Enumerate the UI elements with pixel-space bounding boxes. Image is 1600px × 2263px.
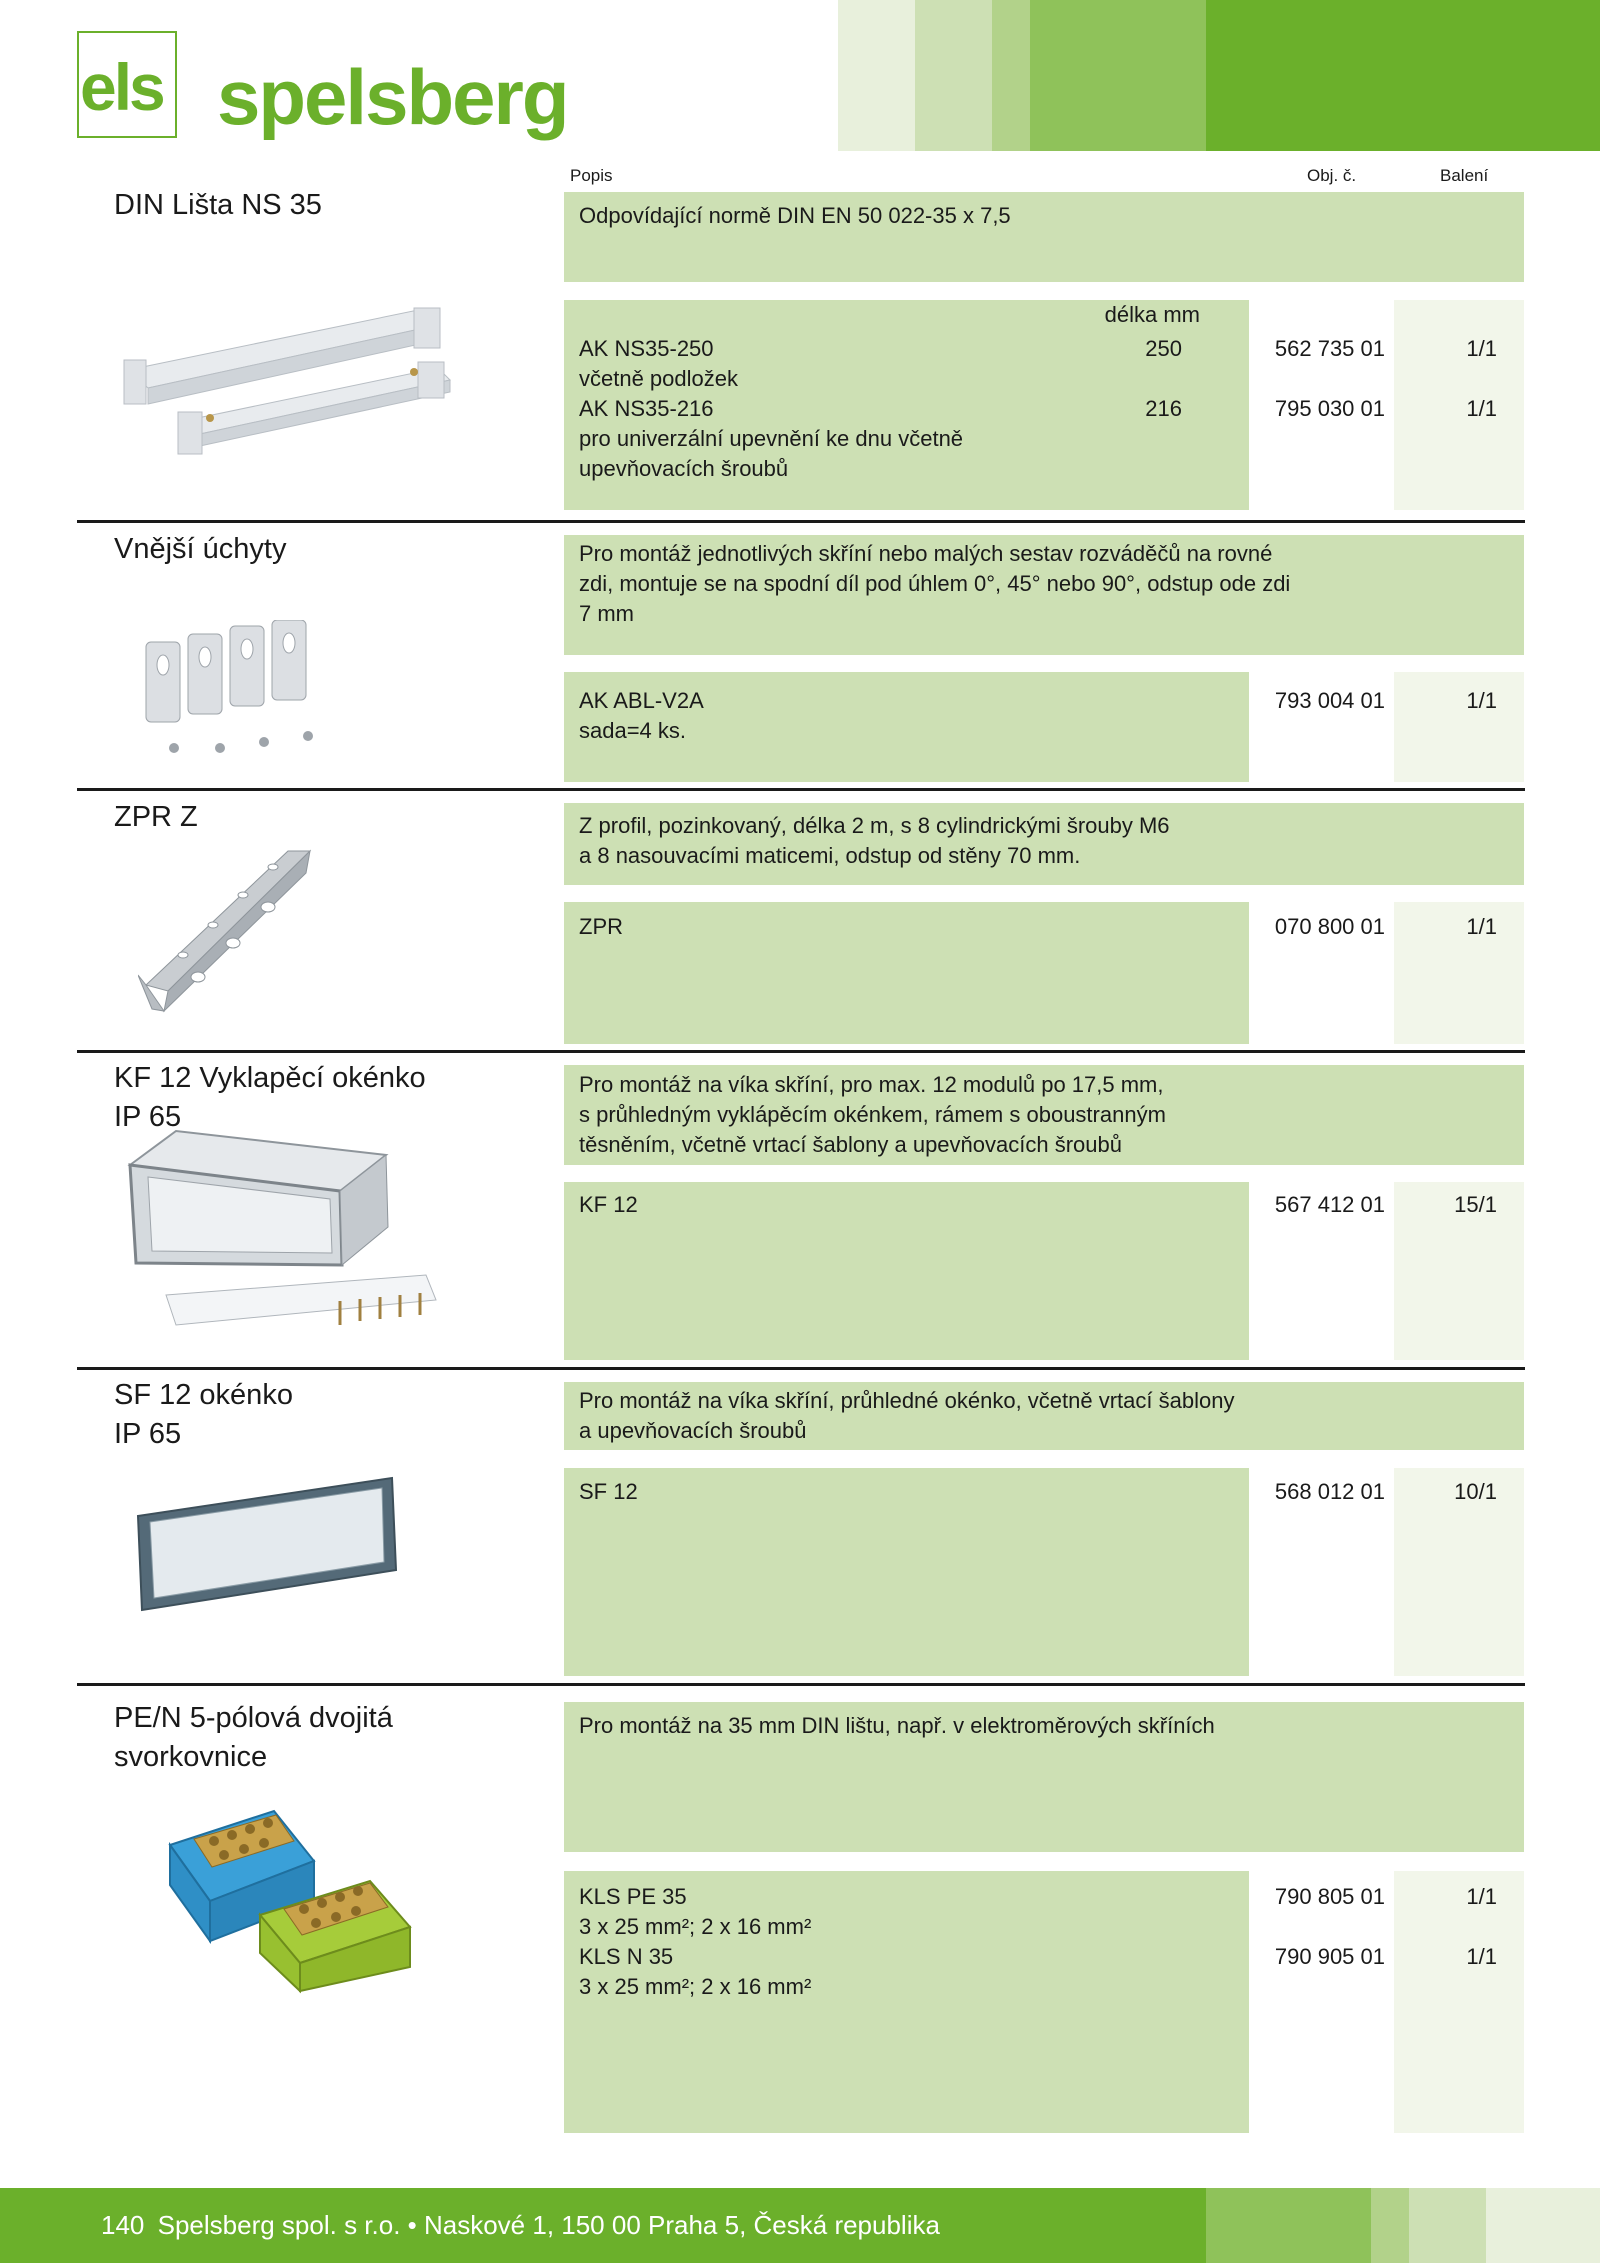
footer-stripe — [1371, 2188, 1409, 2263]
description-line: Pro montáž na 35 mm DIN lištu, např. v elektroměrových skříních — [579, 1713, 1215, 1738]
item-baleni: 10/1 — [1454, 1479, 1497, 1504]
section-separator — [77, 520, 1525, 523]
section-separator — [77, 1367, 1525, 1370]
section-title-ip: IP 65 — [114, 1418, 182, 1450]
header-stripe-1 — [838, 0, 915, 151]
item-obj-number: 793 004 01 — [1274, 688, 1385, 713]
item-name: AK NS35-250 — [579, 336, 714, 361]
footer-stripe — [1206, 2188, 1371, 2263]
description-line: s průhledným vyklápěcím okénkem, rámem s oboustranným — [579, 1102, 1166, 1127]
footer-text — [101, 2210, 940, 2241]
din-rail-image — [118, 300, 458, 460]
header-stripe-3 — [992, 0, 1030, 151]
description-text: Odpovídající normě DIN EN 50 022-35 x 7,5 — [579, 203, 1011, 228]
wall-brackets-image — [138, 620, 328, 760]
section-title-zpr-z: ZPR Z — [114, 801, 198, 833]
item-note: 3 x 25 mm²; 2 x 16 mm² — [579, 1914, 812, 1939]
header-stripe-2 — [915, 0, 992, 151]
footer-stripe — [1486, 2188, 1600, 2263]
section-title-vnejsi-uchyty: Vnější úchyty — [114, 533, 287, 565]
item-baleni: 1/1 — [1466, 1944, 1497, 1969]
item-name: AK ABL-V2A — [579, 688, 704, 713]
item-box — [564, 1468, 1249, 1676]
header-stripe-4 — [1030, 0, 1206, 151]
item-note: upevňovacích šroubů — [579, 456, 789, 481]
item-note: pro univerzální upevnění ke dnu včetně — [579, 426, 964, 451]
description-line: a 8 nasouvacími maticemi, odstup od stěny 70 mm. — [579, 843, 1081, 868]
item-baleni: 1/1 — [1466, 396, 1497, 421]
item-name: ZPR — [579, 914, 623, 939]
item-baleni: 1/1 — [1466, 688, 1497, 713]
logo-els: els — [80, 50, 163, 124]
section-title-pe-n: PE/N 5-pólová dvojitá — [114, 1702, 393, 1734]
item-name: KF 12 — [579, 1192, 638, 1217]
section-title-svorkovnice: svorkovnice — [114, 1741, 268, 1773]
column-header-popis: Popis — [570, 166, 613, 185]
section-title-sf12: SF 12 okénko — [114, 1379, 293, 1411]
page-number: 140 — [101, 2210, 145, 2240]
z-profile-image — [138, 845, 318, 1015]
item-note: sada=4 ks. — [579, 718, 687, 743]
item-length: 216 — [1145, 396, 1182, 421]
item-box — [564, 902, 1249, 1044]
item-obj-number: 790 905 01 — [1274, 1944, 1385, 1969]
item-baleni: 1/1 — [1466, 1884, 1497, 1909]
item-name: AK NS35-216 — [579, 396, 714, 421]
section-separator — [77, 788, 1525, 791]
description-line: těsněním, včetně vrtací šablony a upevňovacích šroubů — [579, 1132, 1122, 1157]
item-note: 3 x 25 mm²; 2 x 16 mm² — [579, 1974, 812, 1999]
section-title-kf12: KF 12 Vyklapěcí okénko — [114, 1062, 426, 1094]
column-header-baleni: Balení — [1440, 166, 1489, 185]
description-line: zdi, montuje se na spodní díl pod úhlem 0°, 45° nebo 90°, odstup ode zdi — [579, 571, 1291, 596]
footer-stripe — [1409, 2188, 1486, 2263]
header-stripe-5 — [1206, 0, 1600, 151]
item-baleni: 15/1 — [1454, 1192, 1497, 1217]
section-title-ip: IP 65 — [114, 1101, 182, 1133]
terminal-blocks-image — [164, 1805, 434, 1995]
section-title-din-lista: DIN Lišta NS 35 — [114, 189, 322, 221]
item-obj-number: 562 735 01 — [1274, 336, 1385, 361]
item-obj-number: 790 805 01 — [1274, 1884, 1385, 1909]
section-separator — [77, 1683, 1525, 1686]
item-name: KLS PE 35 — [579, 1884, 687, 1909]
length-header: délka mm — [1104, 302, 1200, 327]
kf12-window-image — [126, 1125, 446, 1340]
description-line: Z profil, pozinkovaný, délka 2 m, s 8 cylindrickými šrouby M6 — [579, 813, 1170, 838]
item-name: KLS N 35 — [579, 1944, 674, 1969]
item-obj-number: 567 412 01 — [1274, 1192, 1385, 1217]
item-obj-number: 568 012 01 — [1274, 1479, 1385, 1504]
section-separator — [77, 1050, 1525, 1053]
item-note: včetně podložek — [579, 366, 738, 391]
description-line: a upevňovacích šroubů — [579, 1418, 807, 1443]
description-line: Pro montáž jednotlivých skříní nebo malých sestav rozváděčů na rovné — [579, 541, 1273, 566]
footer-address: Spelsberg spol. s r.o. • Naskové 1, 150 00 Praha 5, Česká republika — [157, 2210, 940, 2240]
item-baleni: 1/1 — [1466, 914, 1497, 939]
sf12-window-image — [134, 1468, 404, 1618]
item-box — [564, 1182, 1249, 1360]
item-baleni: 1/1 — [1466, 336, 1497, 361]
logo-spelsberg: spelsberg — [217, 53, 568, 141]
description-line: Pro montáž na víka skříní, průhledné okénko, včetně vrtací šablony — [579, 1388, 1235, 1413]
item-name: SF 12 — [579, 1479, 638, 1504]
item-length: 250 — [1145, 336, 1182, 361]
item-obj-number: 070 800 01 — [1274, 914, 1385, 939]
column-header-obj: Obj. č. — [1307, 166, 1357, 185]
item-obj-number: 795 030 01 — [1274, 396, 1385, 421]
description-line: Pro montáž na víka skříní, pro max. 12 modulů po 17,5 mm, — [579, 1072, 1164, 1097]
description-line: 7 mm — [579, 601, 634, 626]
